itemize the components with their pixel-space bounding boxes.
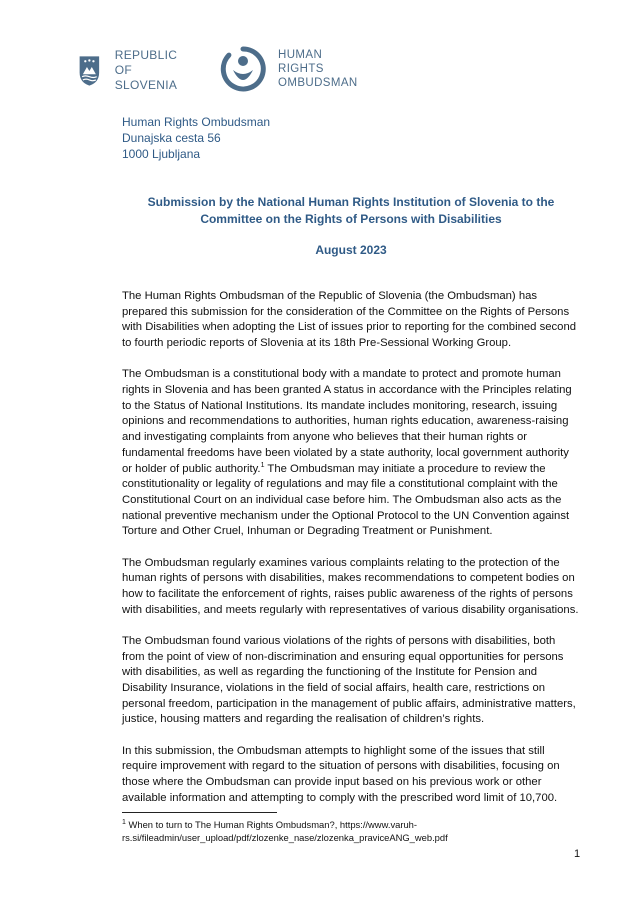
page-number: 1 [574, 848, 581, 860]
paragraph-3: The Ombudsman regularly examines various complaints relating to the protection of the human rights of persons with disabilities, makes recommendations to competent bodies on how to facilitate the enforcement of rights, raises public awareness of the rights of persons with disabilities, and meets regularly with representatives of various disability organisations. [122, 556, 579, 616]
footnote [122, 819, 542, 844]
footnote-separator [122, 812, 277, 813]
paragraph-2 [122, 367, 580, 540]
ombudsman-logo-line2: RIGHTS [278, 63, 324, 75]
footnote-number: 1 [122, 818, 126, 826]
human-rights-ombudsman-logo [220, 46, 358, 92]
title-line-2: Committee on the Rights of Persons with Disabilities [200, 212, 502, 226]
paragraph-5: In this submission, the Ombudsman attempts to highlight some of the issues that still require improvement with regard to the situation of persons with disabilities, focusing on those where the Ombudsman can provide input based on his previous work or other available information and attempting to comply with the prescribed word limit of 10,700. [122, 744, 560, 804]
address-line-3: 1000 Ljubljana [122, 147, 201, 161]
ombudsman-logo-text [278, 48, 358, 90]
ombudsman-emblem-icon [220, 46, 266, 92]
address-line-1: Human Rights Ombudsman [122, 115, 271, 129]
document-title [122, 194, 580, 228]
footnote-reference[interactable]: 1 [260, 461, 265, 469]
title-line-1: Submission by the National Human Rights Institution of Slovenia to the [147, 195, 555, 209]
republic-of-slovenia-logo [78, 48, 182, 93]
document-date: August 2023 [315, 243, 387, 257]
paragraph-1: The Human Rights Ombudsman of the Republic of Slovenia (the Ombudsman) has prepared this submission for the consideration of the Committee on the Rights of Persons with Disabilities when adopting the List of issues prior to reporting for the combined second to fourth periodic reports of Slovenia at its 18th Pre-Sessional Working Group. [122, 290, 577, 350]
document-body [122, 289, 580, 822]
republic-logo-line2: SLOVENIA [114, 78, 178, 92]
ombudsman-logo-line1: HUMAN [278, 49, 323, 61]
paragraph-2-part-2: The Ombudsman may initiate a procedure to review the constitutionality or legality of regulations and may file a constitutional complaint with the Constitutional Court on an individual case before him. The Ombudsman also acts as the national preventive mechanism under the Optional Protocol to the UN Convention against Torture and Other Cruel, Inhuman or Degrading Treatment or Punishment. [122, 462, 570, 538]
paragraph-2-part-1: The Ombudsman is a constitutional body with a mandate to protect and promote human rights in Slovenia and has been granted A status in accordance with the Principles relating to the Status of National Institutions. Its mandate includes monitoring, research, issuing opinions and recommendations to authorities, human rights education, awareness-raising and investigating complaints from anyone who believes that their human rights or fundamental freedoms have been violated by a state authority, local government authority or holder of public authority. [122, 368, 572, 475]
sender-address [122, 114, 270, 162]
republic-logo-line1: REPUBLIC OF [114, 48, 178, 77]
paragraph-4: The Ombudsman found various violations of the rights of persons with disabilities, both from the point of view of non-discrimination and ensuring equal opportunities for persons with disabilities, as well as regarding the functioning of the Institute for Pension and Disability Insurance, violations in the field of social affairs, health care, restrictions on personal freedom, participation in the management of public affairs, administrative matters, justice, housing matters and regarding the realisation of children’s rights. [122, 634, 576, 726]
ombudsman-logo-line3: OMBUDSMAN [278, 77, 358, 89]
address-line-2: Dunajska cesta 56 [122, 131, 221, 145]
footnote-text: When to turn to The Human Rights Ombudsman?, https://www.varuh-rs.si/fileadmin/user_upload/pdf/zlozenke_nase/zlozenka_praviceANG_web.pdf [122, 819, 448, 843]
slovenia-coat-of-arms-icon [78, 51, 101, 91]
republic-logo-text [115, 48, 183, 93]
